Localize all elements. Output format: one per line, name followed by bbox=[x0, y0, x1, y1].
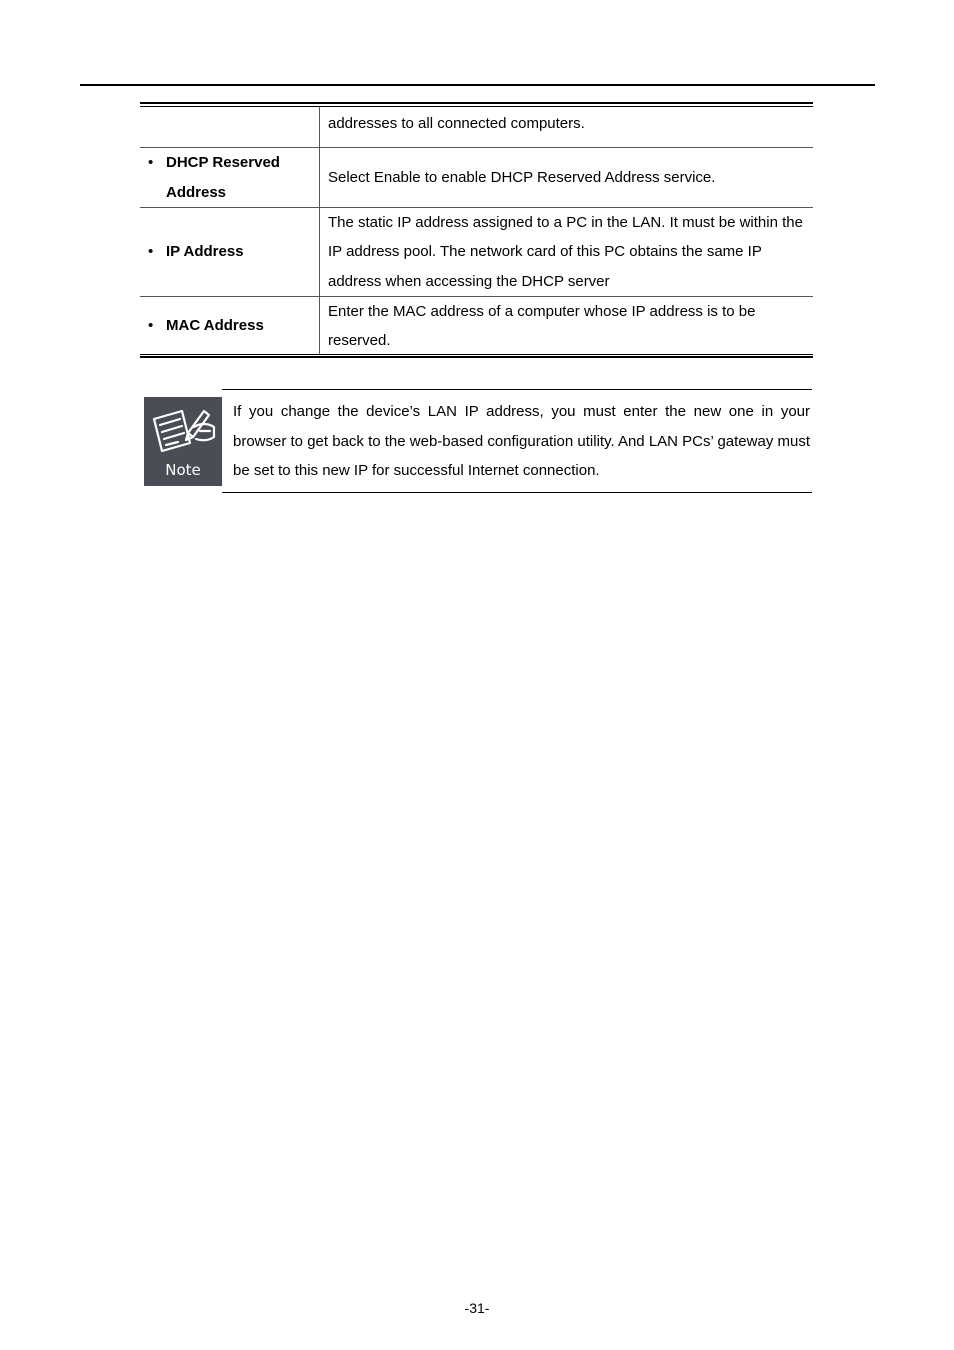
header-rule bbox=[80, 84, 875, 86]
page-number: -31- bbox=[464, 1300, 490, 1316]
table-row bbox=[140, 297, 813, 355]
table-cell-name bbox=[140, 107, 320, 147]
bullet: • bbox=[148, 243, 154, 261]
table-cell-description bbox=[320, 208, 813, 296]
param-name-ip-address: IP Address bbox=[166, 243, 244, 261]
note-rule-top bbox=[222, 389, 812, 390]
table-row bbox=[140, 107, 813, 148]
bullet: • bbox=[148, 154, 154, 171]
note-icon-label: Note bbox=[165, 461, 201, 479]
table-bottom-border bbox=[140, 354, 813, 358]
table-cell-description bbox=[320, 148, 813, 207]
note-text: If you change the device’s LAN IP address, you must enter the new one in your browser to get back to the web-based configuration utility. And LAN PCs’ gateway must be set to this new IP for successful Internet connection. bbox=[233, 403, 810, 479]
description-text: addresses to all connected computers. bbox=[328, 115, 585, 133]
description-text: Select Enable to enable DHCP Reserved Address service. bbox=[328, 168, 716, 186]
note-pencil-icon bbox=[144, 397, 222, 486]
table-cell-name bbox=[140, 148, 320, 207]
description-text: Enter the MAC address of a computer whose IP address is to be reserved. bbox=[328, 302, 756, 349]
table-cell-name bbox=[140, 208, 320, 296]
table-cell-description bbox=[320, 107, 813, 147]
param-name-mac-address: MAC Address bbox=[166, 317, 264, 335]
note-rule-bottom bbox=[222, 492, 812, 493]
table-cell-name bbox=[140, 297, 320, 355]
table-cell-description bbox=[320, 297, 813, 355]
table-row bbox=[140, 148, 813, 208]
bullet: • bbox=[148, 317, 154, 335]
parameter-table bbox=[140, 102, 813, 358]
param-name-dhcp-reserved: DHCP Reserved Address bbox=[166, 154, 280, 201]
description-text: The static IP address assigned to a PC in the LAN. It must be within the IP address pool. The network card of this PC obtains the same IP address when accessing the DHCP server bbox=[328, 213, 803, 290]
table-row bbox=[140, 208, 813, 297]
